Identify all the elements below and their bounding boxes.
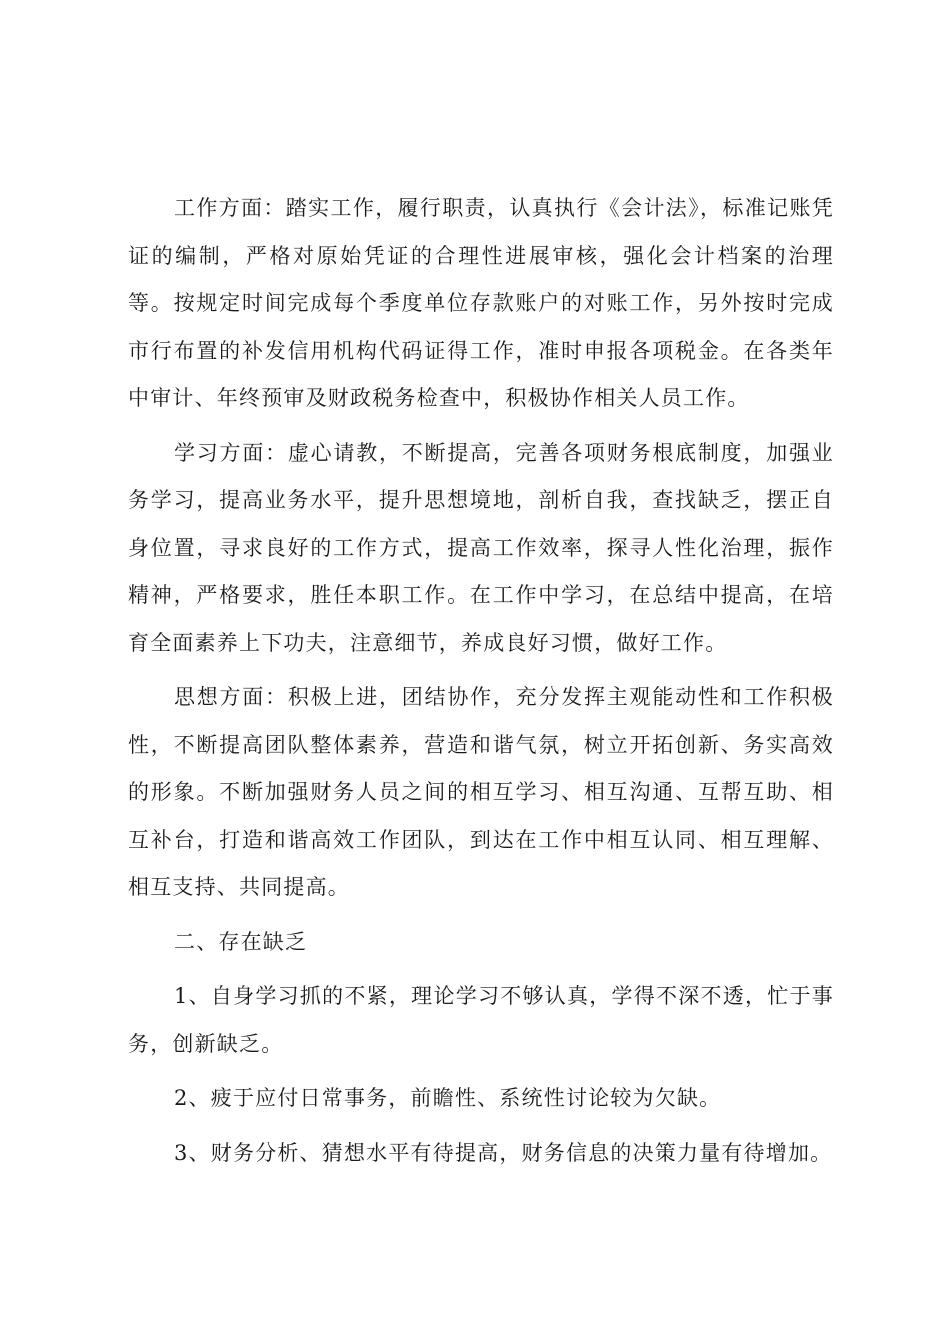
paragraph-thought: 思想方面：积极上进，团结协作，充分发挥主观能动性和工作积极性，不断提高团队整体素养，营造和谐气氛，树立开拓创新、务实高效的形象。不断加强财务人员之间的相互学习、相互沟通、互帮互助、相互补台，打造和谐高效工作团队，到达在工作中相互认同、相互理解、相互支持、共同提高。 bbox=[128, 685, 834, 899]
section-heading-shortcomings: 二、存在缺乏 bbox=[174, 929, 308, 954]
document-body bbox=[128, 185, 834, 1184]
list-item-1: 1、自身学习抓的不紧，理论学习不够认真，学得不深不透，忙于事务，创新缺乏。 bbox=[128, 984, 834, 1056]
paragraph-study: 学习方面：虚心请教，不断提高，完善各项财务根底制度，加强业务学习，提高业务水平，提升思想境地，剖析自我，查找缺乏，摆正自身位置，寻求良好的工作方式，提高工作效率，探寻人性化治理，振作精神，严格要求，胜任本职工作。在工作中学习，在总结中提高，在培育全面素养上下功夫，注意细节，养成良好习惯，做好工作。 bbox=[128, 440, 834, 655]
list-item-2: 2、疲于应付日常事务，前瞻性、系统性讨论较为欠缺。 bbox=[174, 1086, 722, 1110]
paragraph-work: 工作方面：踏实工作，履行职责，认真执行《会计法》，标准记账凭证的编制，严格对原始凭证的合理性进展审核，强化会计档案的治理等。按规定时间完成每个季度单位存款账户的对账工作，另外按时完成市行布置的补发信用机构代码证得工作，准时申报各项税金。在各类年中审计、年终预审及财政税务检查中，积极协作相关人员工作。 bbox=[128, 196, 834, 410]
list-item-3: 3、财务分析、猜想水平有待提高，财务信息的决策力量有待增加。 bbox=[174, 1140, 833, 1165]
